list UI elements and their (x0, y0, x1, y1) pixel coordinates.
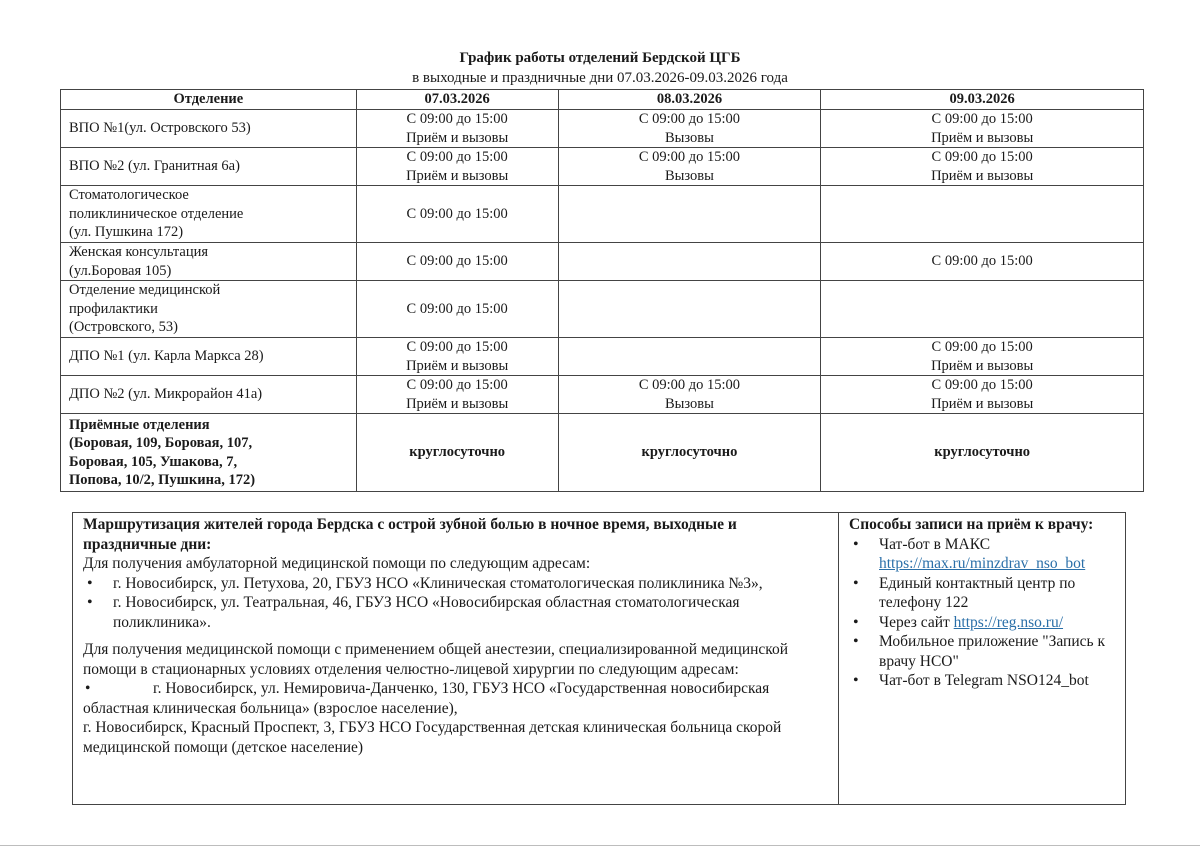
time-range: С 09:00 до 15:00 (406, 149, 508, 165)
department-line: Приёмные отделения (69, 416, 210, 433)
time-range: С 09:00 до 15:00 (638, 149, 741, 165)
department-cell (61, 281, 357, 338)
department-line: Женская консультация (69, 244, 209, 260)
time-range: С 09:00 до 15:00 (638, 111, 741, 127)
list-item: • г. Новосибирск, ул. Петухова, 20, ГБУЗ НСО «Клиническая стоматологическая поликлиника №3», (83, 574, 832, 594)
day-cell (356, 281, 558, 338)
time-range: круглосуточно (934, 444, 1031, 461)
day-cell (821, 281, 1144, 338)
department-line: профилактики (69, 300, 158, 317)
page-subtitle: в выходные и праздничные дни 07.03.2026-09.03.2026 года (412, 70, 788, 86)
time-range: С 09:00 до 15:00 (406, 377, 508, 393)
day-cell (558, 414, 821, 492)
time-range: круглосуточно (409, 444, 506, 461)
time-range: С 09:00 до 15:00 (931, 377, 1033, 393)
department-cell (61, 186, 357, 243)
booking-heading: Способы записи на приём к врачу: (849, 516, 1094, 533)
table-row (61, 281, 1144, 338)
time-range: С 09:00 до 15:00 (931, 149, 1033, 165)
inpatient-address-text: г. Новосибирск, ул. Немировича-Данченко, 130, ГБУЗ НСО «Государственная новосибирская областная клиническая больница» (взрослое население), (83, 680, 770, 717)
column-header-department: Отделение (61, 90, 357, 110)
department-line: Боровая, 105, Ушакова, 7, (69, 453, 238, 470)
day-cell (356, 243, 558, 281)
time-range: С 09:00 до 15:00 (406, 339, 508, 355)
service-note: Приём и вызовы (931, 167, 1034, 184)
day-cell (356, 338, 558, 376)
list-item: • Мобильное приложение "Запись к врачу НСО" (849, 632, 1119, 671)
service-note: Приём и вызовы (931, 129, 1034, 146)
page-title: График работы отделений Бердской ЦГБ (459, 50, 741, 66)
day-cell (821, 148, 1144, 186)
service-note: Приём и вызовы (406, 167, 509, 184)
department-cell: ДПО №1 (ул. Карла Маркса 28) (61, 338, 357, 376)
department-cell: ВПО №1(ул. Островского 53) (61, 110, 357, 148)
service-note: Вызовы (665, 395, 714, 412)
max-bot-link[interactable]: https://max.ru/minzdrav_nso_bot (879, 555, 1086, 572)
day-cell (356, 148, 558, 186)
routing-intro-inpatient: Для получения медицинской помощи с применением общей анестезии, специализированной медицинской помощи в стационарных условиях отделения челюстно-лицевой хирургии по следующим адресам: (83, 641, 789, 678)
department-cell: ДПО №2 (ул. Микрорайон 41а) (61, 376, 357, 414)
routing-intro-ambulatory: Для получения амбулаторной медицинской помощи по следующим адресам: (83, 555, 591, 572)
routing-section (73, 513, 839, 804)
service-note: Приём и вызовы (406, 395, 509, 412)
service-note: Вызовы (665, 129, 714, 146)
column-header-date-2: 08.03.2026 (558, 90, 821, 110)
list-item: • г. Новосибирск, ул. Театральная, 46, ГБУЗ НСО «Новосибирская областная стоматологическая поликлиника». (83, 593, 832, 632)
bullet-icon: • (85, 680, 91, 697)
department-line: Отделение медицинской (69, 282, 221, 299)
booking-method-text: Через сайт (879, 613, 950, 631)
table-row (61, 110, 1144, 148)
column-header-date-1: 07.03.2026 (356, 90, 558, 110)
page-bottom-divider (0, 845, 1200, 846)
day-cell (558, 281, 821, 338)
day-cell (558, 186, 821, 243)
day-cell (558, 338, 821, 376)
children-address: г. Новосибирск, Красный Проспект, 3, ГБУЗ НСО Государственная детская клиническая больница скорой медицинской помощи (детское население) (83, 719, 782, 756)
department-cell: ВПО №2 (ул. Гранитная 6а) (61, 148, 357, 186)
booking-method-text: Чат-бот в МАКС (879, 535, 991, 553)
time-range: С 09:00 до 15:00 (406, 205, 508, 222)
department-cell (61, 243, 357, 281)
department-line: (Боровая, 109, Боровая, 107, (69, 435, 253, 451)
time-range: С 09:00 до 15:00 (406, 111, 508, 127)
department-cell (61, 414, 357, 492)
day-cell (558, 148, 821, 186)
table-row (61, 148, 1144, 186)
routing-heading: Маршрутизация жителей города Бердска с острой зубной болью в ночное время, выходные и праздничные дни: (83, 516, 737, 553)
info-box (72, 512, 1126, 805)
day-cell (558, 243, 821, 281)
day-cell (356, 186, 558, 243)
reg-site-link[interactable]: https://reg.nso.ru/ (953, 613, 1064, 631)
ambulatory-address-list (83, 574, 832, 633)
day-cell (558, 376, 821, 414)
time-range: круглосуточно (641, 444, 738, 461)
service-note: Вызовы (665, 167, 714, 184)
table-row (61, 243, 1144, 281)
column-header-date-3: 09.03.2026 (821, 90, 1144, 110)
table-row (61, 376, 1144, 414)
time-range: С 09:00 до 15:00 (638, 377, 741, 393)
day-cell (356, 376, 558, 414)
day-cell (356, 414, 558, 492)
service-note: Приём и вызовы (931, 395, 1034, 412)
booking-methods-list (849, 535, 1119, 691)
service-note: Приём и вызовы (406, 129, 509, 146)
department-line: Попова, 10/2, Пушкина, 172) (69, 472, 256, 488)
day-cell (821, 414, 1144, 492)
schedule-table (60, 89, 1144, 492)
day-cell (821, 376, 1144, 414)
list-item: • Чат-бот в Telegram NSO124_bot (849, 671, 1119, 691)
day-cell (821, 110, 1144, 148)
department-line: поликлиническое отделение (69, 205, 244, 222)
inpatient-address-item (83, 679, 832, 718)
day-cell (558, 110, 821, 148)
time-range: С 09:00 до 15:00 (931, 339, 1033, 355)
department-line: Стоматологическое (69, 187, 189, 204)
list-item (849, 535, 1119, 574)
time-range: С 09:00 до 15:00 (931, 111, 1033, 127)
service-note: Приём и вызовы (931, 357, 1034, 374)
department-line: (Островского, 53) (69, 319, 178, 336)
table-header-row (61, 90, 1144, 110)
list-item: • Единый контактный центр по телефону 122 (849, 574, 1119, 613)
day-cell (821, 243, 1144, 281)
department-line: (ул.Боровая 105) (69, 262, 172, 279)
service-note: Приём и вызовы (406, 357, 509, 374)
time-range: С 09:00 до 15:00 (406, 253, 508, 270)
time-range: С 09:00 до 15:00 (406, 300, 508, 317)
table-row (61, 338, 1144, 376)
list-item (849, 613, 1119, 633)
day-cell (821, 338, 1144, 376)
table-row (61, 186, 1144, 243)
time-range: С 09:00 до 15:00 (931, 253, 1033, 270)
day-cell (821, 186, 1144, 243)
department-line: (ул. Пушкина 172) (69, 224, 184, 241)
booking-section (839, 513, 1125, 804)
day-cell (356, 110, 558, 148)
table-row (61, 414, 1144, 492)
